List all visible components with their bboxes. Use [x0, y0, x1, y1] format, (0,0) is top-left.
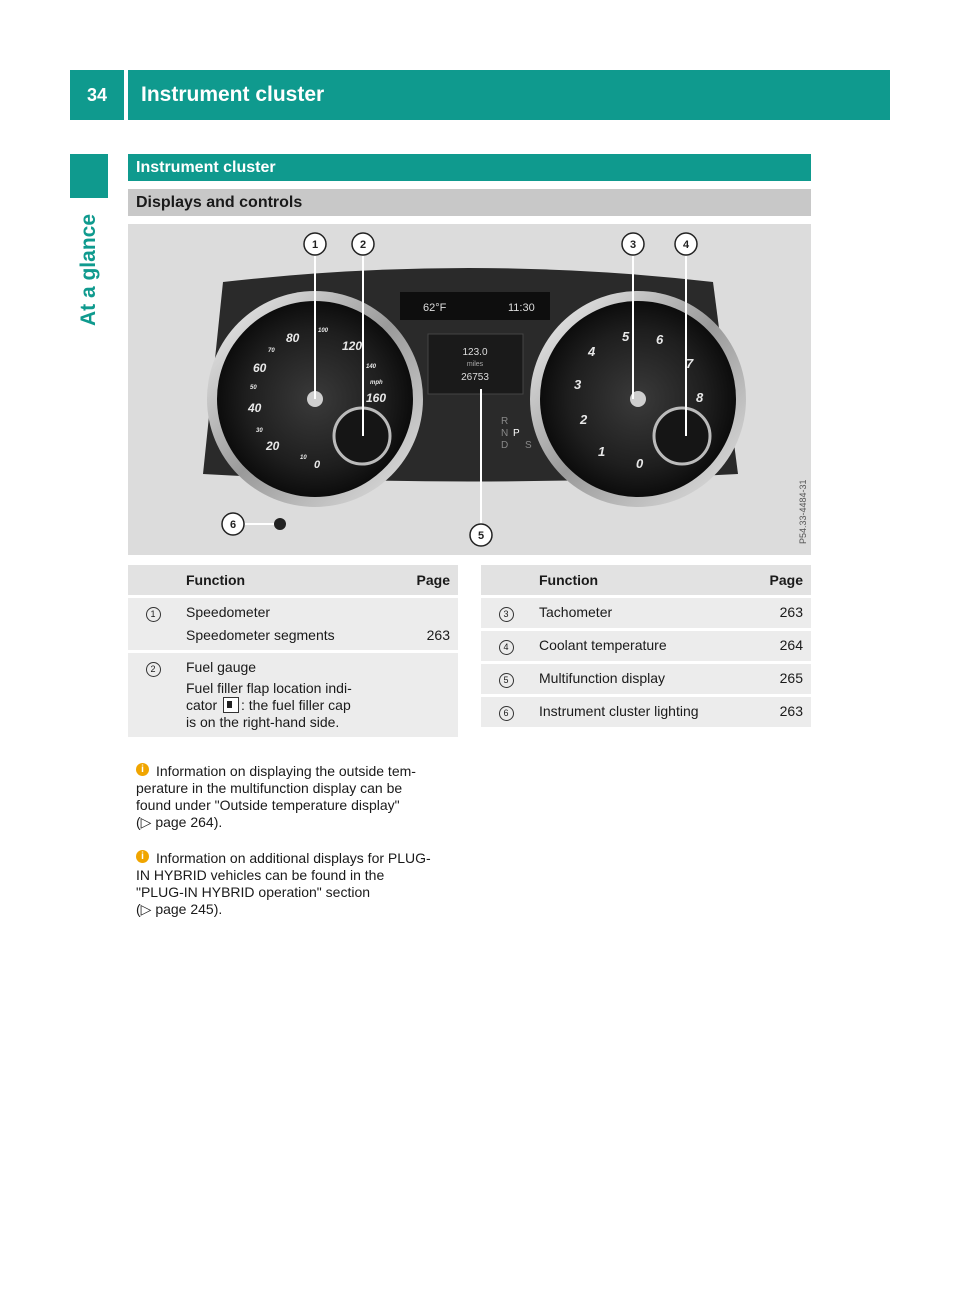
cluster-illustration: [128, 224, 811, 555]
row-num: 6: [499, 706, 514, 721]
row-page: 263: [394, 598, 458, 650]
tacho-label-2: 2: [580, 412, 588, 427]
row-function: Speedometer segments: [186, 627, 335, 643]
row-num-cell: [481, 664, 531, 694]
table-row: [481, 598, 811, 628]
row-desc-line: is on the right-hand side.: [186, 714, 340, 730]
header-num: [128, 565, 178, 595]
tacho-label-1: 1: [598, 444, 606, 459]
speedo-label-30: 30: [256, 428, 263, 434]
side-tab-label: At a glance: [77, 213, 100, 327]
table-row: [128, 598, 458, 650]
callout-1: 1: [311, 239, 319, 251]
section-title: Instrument cluster: [128, 154, 811, 181]
page-number: 34: [70, 70, 124, 120]
row-function: Instrument cluster lighting: [531, 697, 747, 727]
row-page: [394, 653, 458, 737]
row-desc-text: cator: [186, 697, 218, 713]
table-row: [128, 653, 458, 737]
table-header-row: [128, 565, 458, 595]
row-num: 3: [499, 607, 514, 622]
header-page: Page: [394, 565, 458, 595]
side-tab-marker: [70, 154, 108, 198]
speedo-label-20: 20: [266, 439, 280, 453]
row-function: Speedometer: [186, 604, 271, 620]
row-num-cell: [128, 653, 178, 737]
speedo-unit: mph: [370, 380, 383, 386]
callout-3: 3: [629, 239, 637, 251]
row-function: Coolant temperature: [531, 631, 747, 661]
row-num: 5: [499, 673, 514, 688]
row-num: 4: [499, 640, 514, 655]
speedo-label-50: 50: [250, 385, 257, 391]
function-table-left: [128, 562, 458, 740]
clock-readout: 11:30: [508, 302, 535, 314]
gear-d: D: [501, 440, 509, 451]
note-line: Information on displaying the outside tem-: [156, 763, 416, 779]
row-page: 265: [747, 664, 811, 694]
row-function: Fuel gauge: [186, 659, 257, 675]
row-function: Multifunction display: [531, 664, 747, 694]
speedo-label-0: 0: [314, 459, 321, 471]
table-row: [481, 631, 811, 661]
row-page: 263: [747, 697, 811, 727]
tacho-label-6: 6: [656, 332, 664, 347]
note-line: Information on additional displays for PLUG-: [156, 850, 431, 866]
tacho-label-7: 7: [686, 356, 694, 371]
range-readout: 123.0: [462, 347, 488, 358]
info-icon: i: [136, 763, 149, 776]
gear-r: R: [501, 416, 509, 427]
note-line: found under "Outside temperature display": [136, 797, 400, 813]
speedo-label-100: 100: [318, 328, 329, 334]
note-line: "PLUG-IN HYBRID operation" section: [136, 884, 371, 900]
speedo-label-160: 160: [366, 391, 387, 405]
tacho-label-0: 0: [636, 456, 644, 471]
note-page-ref[interactable]: (▷ page 245).: [136, 901, 223, 917]
row-num: 1: [146, 607, 161, 622]
speedo-label-40: 40: [248, 401, 262, 415]
function-table-right: [481, 562, 811, 730]
row-function-cell: [178, 598, 394, 650]
row-function-cell: [178, 653, 394, 737]
tacho-label-8: 8: [696, 390, 704, 405]
note-page-ref[interactable]: (▷ page 264).: [136, 814, 223, 830]
gear-p: P: [513, 428, 520, 439]
row-num-cell: [128, 598, 178, 650]
info-icon: i: [136, 850, 149, 863]
figure-id: P54.33-4484-31: [798, 479, 808, 544]
row-page: 264: [747, 631, 811, 661]
row-num-cell: [481, 631, 531, 661]
instrument-cluster-figure: [128, 224, 811, 555]
lighting-control-knob: [274, 518, 286, 530]
row-num-cell: [481, 697, 531, 727]
header-page: Page: [747, 565, 811, 595]
callout-5: 5: [477, 530, 485, 542]
info-note: [136, 850, 458, 918]
table-row: [481, 664, 811, 694]
speedo-label-120: 120: [342, 339, 363, 353]
row-desc-line: Fuel filler flap location indi-: [186, 680, 352, 696]
speedo-label-10: 10: [300, 455, 307, 461]
row-function: Tachometer: [531, 598, 747, 628]
speedo-label-70: 70: [268, 348, 275, 354]
callout-2: 2: [359, 239, 367, 251]
fuel-pump-icon: [223, 697, 239, 713]
range-unit: miles: [466, 361, 484, 368]
callout-6: 6: [229, 519, 237, 531]
row-page: 263: [747, 598, 811, 628]
callout-4: 4: [682, 239, 690, 251]
gear-n: N: [501, 428, 509, 439]
tacho-label-4: 4: [588, 344, 596, 359]
speedo-label-140: 140: [366, 364, 377, 370]
speedo-label-80: 80: [286, 331, 300, 345]
gear-s: S: [525, 440, 532, 451]
page-header-title: Instrument cluster: [128, 70, 890, 120]
subsection-title: Displays and controls: [128, 189, 811, 216]
tacho-label-3: 3: [574, 377, 582, 392]
table-row: [481, 697, 811, 727]
header-num: [481, 565, 531, 595]
coolant-gauge-dial: [654, 408, 710, 464]
side-tab: [70, 200, 108, 340]
header-function: Function: [178, 565, 394, 595]
tacho-label-5: 5: [622, 329, 630, 344]
table-header-row: [481, 565, 811, 595]
info-note: [136, 763, 458, 831]
row-num: 2: [146, 662, 161, 677]
speedo-label-60: 60: [253, 361, 267, 375]
row-desc-line-icon: [186, 697, 386, 714]
note-line: IN HYBRID vehicles can be found in the: [136, 867, 385, 883]
odometer-readout: 26753: [461, 372, 489, 383]
outside-temp-readout: 62°F: [423, 302, 447, 314]
row-desc-text: : the fuel filler cap: [241, 697, 351, 713]
note-line: perature in the multifunction display can be: [136, 780, 403, 796]
row-num-cell: [481, 598, 531, 628]
header-function: Function: [531, 565, 747, 595]
